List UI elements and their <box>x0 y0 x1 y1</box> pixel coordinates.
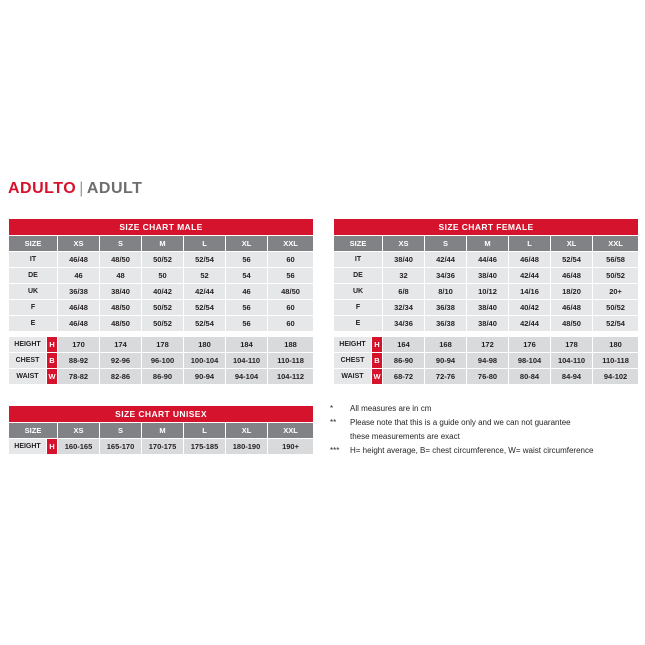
table-cell: 56/58 <box>593 252 639 268</box>
table-cell: 14/16 <box>509 284 551 300</box>
table-row <box>9 300 314 316</box>
measure-label: HEIGHT <box>9 439 47 455</box>
column-header-m: M <box>142 236 184 252</box>
measure-tag: W <box>47 369 58 385</box>
table-caption-row <box>9 406 314 423</box>
table-cell: 50/52 <box>142 252 184 268</box>
measure-cell: 110-118 <box>593 353 639 369</box>
table-cell: 42/44 <box>509 268 551 284</box>
size-chart-unisex-table <box>8 405 314 455</box>
note-marker: ** <box>330 418 337 427</box>
row-label: UK <box>9 284 58 300</box>
measure-cell: 104-110 <box>551 353 593 369</box>
measure-cell: 176 <box>509 337 551 353</box>
table-cell: 36/38 <box>425 300 467 316</box>
column-header-xxl: XXL <box>268 423 314 439</box>
table-cell: 50/52 <box>142 300 184 316</box>
measure-cell: 164 <box>383 337 425 353</box>
note-marker: *** <box>330 446 340 455</box>
note-text: these measurements are exact <box>350 432 460 441</box>
column-header-xxl: XXL <box>593 236 639 252</box>
measure-cell: 180 <box>184 337 226 353</box>
measure-cell: 98-104 <box>509 353 551 369</box>
table-header-row <box>9 236 314 252</box>
table-caption: SIZE CHART UNISEX <box>9 406 314 423</box>
table-cell: 40/42 <box>142 284 184 300</box>
measure-cell: 82-86 <box>100 369 142 385</box>
table-row <box>9 268 314 284</box>
table-cell: 50/52 <box>593 300 639 316</box>
table-cell: 44/46 <box>467 252 509 268</box>
measure-cell: 96-100 <box>142 353 184 369</box>
table-row <box>9 316 314 332</box>
measure-tag: H <box>372 337 383 353</box>
table-caption-row <box>334 219 639 236</box>
column-header-size: SIZE <box>334 236 383 252</box>
row-label: IT <box>334 252 383 268</box>
note-text: All measures are in cm <box>350 404 432 413</box>
table-cell: 60 <box>268 316 314 332</box>
measure-cell: 190+ <box>268 439 314 455</box>
table-cell: 38/40 <box>383 252 425 268</box>
measure-row <box>9 369 314 385</box>
table-cell: 60 <box>268 252 314 268</box>
table-cell: 48/50 <box>100 300 142 316</box>
column-header-size: SIZE <box>9 423 58 439</box>
column-header-xs: XS <box>383 236 425 252</box>
measure-cell: 170-175 <box>142 439 184 455</box>
measure-cell: 84-94 <box>551 369 593 385</box>
measure-cell: 72-76 <box>425 369 467 385</box>
table-cell: 10/12 <box>467 284 509 300</box>
measure-cell: 90-94 <box>425 353 467 369</box>
table-cell: 18/20 <box>551 284 593 300</box>
table-cell: 42/44 <box>509 316 551 332</box>
column-header-m: M <box>467 236 509 252</box>
note-item <box>330 416 640 429</box>
column-header-xs: XS <box>58 423 100 439</box>
measure-label: CHEST <box>9 353 47 369</box>
column-header-xl: XL <box>551 236 593 252</box>
row-label: F <box>9 300 58 316</box>
note-item <box>330 444 640 457</box>
measure-cell: 170 <box>58 337 100 353</box>
measure-tag: W <box>372 369 383 385</box>
measure-cell: 165-170 <box>100 439 142 455</box>
measure-cell: 104-112 <box>268 369 314 385</box>
table-caption: SIZE CHART MALE <box>9 219 314 236</box>
table-cell: 38/40 <box>467 316 509 332</box>
row-label: F <box>334 300 383 316</box>
measure-cell: 180-190 <box>226 439 268 455</box>
measure-row <box>9 337 314 353</box>
table-cell: 46/48 <box>58 252 100 268</box>
measure-row <box>334 369 639 385</box>
table-cell: 52/54 <box>184 252 226 268</box>
measure-row <box>9 353 314 369</box>
row-label: E <box>9 316 58 332</box>
table-cell: 52/54 <box>184 316 226 332</box>
row-label: E <box>334 316 383 332</box>
measure-label: CHEST <box>334 353 372 369</box>
note-text: Please note that this is a guide only and we can not guarantee <box>350 418 571 427</box>
measure-cell: 175-185 <box>184 439 226 455</box>
table-cell: 36/38 <box>58 284 100 300</box>
table-row <box>334 316 639 332</box>
measure-label: WAIST <box>334 369 372 385</box>
measure-cell: 188 <box>268 337 314 353</box>
measure-cell: 76-80 <box>467 369 509 385</box>
page-title-secondary: ADULT <box>86 180 143 197</box>
table-cell: 48/50 <box>100 252 142 268</box>
measure-cell: 80-84 <box>509 369 551 385</box>
table-cell: 52/54 <box>551 252 593 268</box>
measure-tag: H <box>47 337 58 353</box>
measure-cell: 178 <box>551 337 593 353</box>
measure-cell: 94-102 <box>593 369 639 385</box>
table-cell: 60 <box>268 300 314 316</box>
table-cell: 46/48 <box>551 268 593 284</box>
measure-cell: 94-104 <box>226 369 268 385</box>
measure-tag: B <box>47 353 58 369</box>
table-cell: 52/54 <box>184 300 226 316</box>
table-cell: 38/40 <box>100 284 142 300</box>
measure-tag: H <box>47 439 58 455</box>
table-cell: 56 <box>226 316 268 332</box>
page-title-primary: ADULTO <box>8 180 77 197</box>
table-cell: 42/44 <box>425 252 467 268</box>
table-cell: 46 <box>226 284 268 300</box>
table-header-row <box>9 423 314 439</box>
table-header-row <box>334 236 639 252</box>
column-header-m: M <box>142 423 184 439</box>
table-cell: 40/42 <box>509 300 551 316</box>
column-header-s: S <box>100 236 142 252</box>
table-cell: 48/50 <box>100 316 142 332</box>
measure-row <box>9 439 314 455</box>
measure-label: WAIST <box>9 369 47 385</box>
measure-cell: 86-90 <box>142 369 184 385</box>
table-cell: 50 <box>142 268 184 284</box>
measure-cell: 180 <box>593 337 639 353</box>
table-cell: 34/36 <box>425 268 467 284</box>
measure-cell: 78-82 <box>58 369 100 385</box>
size-chart-male-table <box>8 218 314 385</box>
table-cell: 38/40 <box>467 300 509 316</box>
measure-cell: 104-110 <box>226 353 268 369</box>
measure-cell: 94-98 <box>467 353 509 369</box>
measure-cell: 184 <box>226 337 268 353</box>
measure-tag: B <box>372 353 383 369</box>
column-header-xl: XL <box>226 236 268 252</box>
table-cell: 54 <box>226 268 268 284</box>
table-cell: 36/38 <box>425 316 467 332</box>
table-row <box>334 284 639 300</box>
measure-cell: 86-90 <box>383 353 425 369</box>
row-label: UK <box>334 284 383 300</box>
table-cell: 34/36 <box>383 316 425 332</box>
table-cell: 48/50 <box>551 316 593 332</box>
table-cell: 32/34 <box>383 300 425 316</box>
measure-cell: 88-92 <box>58 353 100 369</box>
table-cell: 46/48 <box>58 316 100 332</box>
measure-cell: 92-96 <box>100 353 142 369</box>
table-cell: 42/44 <box>184 284 226 300</box>
notes-block <box>330 402 640 458</box>
measure-label: HEIGHT <box>9 337 47 353</box>
measure-row <box>334 337 639 353</box>
measure-cell: 110-118 <box>268 353 314 369</box>
note-item <box>330 430 640 443</box>
measure-cell: 160-165 <box>58 439 100 455</box>
measure-cell: 68-72 <box>383 369 425 385</box>
table-cell: 20+ <box>593 284 639 300</box>
column-header-l: L <box>184 236 226 252</box>
row-label: DE <box>334 268 383 284</box>
column-header-xl: XL <box>226 423 268 439</box>
table-cell: 56 <box>268 268 314 284</box>
table-caption-row <box>9 219 314 236</box>
table-cell: 46 <box>58 268 100 284</box>
table-cell: 56 <box>226 300 268 316</box>
table-cell: 32 <box>383 268 425 284</box>
column-header-l: L <box>509 236 551 252</box>
note-marker: * <box>330 404 334 413</box>
size-chart-female-table <box>333 218 639 385</box>
note-text: H= height average, B= chest circumference, W= waist circumference <box>350 446 594 455</box>
measure-cell: 100-104 <box>184 353 226 369</box>
table-cell: 46/48 <box>509 252 551 268</box>
measure-label: HEIGHT <box>334 337 372 353</box>
column-header-xs: XS <box>58 236 100 252</box>
table-row <box>9 284 314 300</box>
column-header-l: L <box>184 423 226 439</box>
table-cell: 8/10 <box>425 284 467 300</box>
table-cell: 38/40 <box>467 268 509 284</box>
measure-row <box>334 353 639 369</box>
row-label: DE <box>9 268 58 284</box>
row-label: IT <box>9 252 58 268</box>
note-item <box>330 402 640 415</box>
measure-cell: 178 <box>142 337 184 353</box>
table-row <box>9 252 314 268</box>
table-cell: 48 <box>100 268 142 284</box>
table-cell: 50/52 <box>142 316 184 332</box>
table-cell: 50/52 <box>593 268 639 284</box>
table-cell: 52/54 <box>593 316 639 332</box>
table-cell: 48/50 <box>268 284 314 300</box>
table-cell: 46/48 <box>551 300 593 316</box>
table-cell: 56 <box>226 252 268 268</box>
measure-cell: 168 <box>425 337 467 353</box>
table-row <box>334 268 639 284</box>
table-cell: 46/48 <box>58 300 100 316</box>
column-header-s: S <box>425 236 467 252</box>
table-caption: SIZE CHART FEMALE <box>334 219 639 236</box>
table-row <box>334 252 639 268</box>
column-header-xxl: XXL <box>268 236 314 252</box>
table-cell: 6/8 <box>383 284 425 300</box>
page-title <box>8 180 142 198</box>
measure-cell: 174 <box>100 337 142 353</box>
column-header-size: SIZE <box>9 236 58 252</box>
measure-cell: 90-94 <box>184 369 226 385</box>
table-cell: 52 <box>184 268 226 284</box>
column-header-s: S <box>100 423 142 439</box>
measure-cell: 172 <box>467 337 509 353</box>
page-title-separator: | <box>79 180 84 197</box>
table-row <box>334 300 639 316</box>
